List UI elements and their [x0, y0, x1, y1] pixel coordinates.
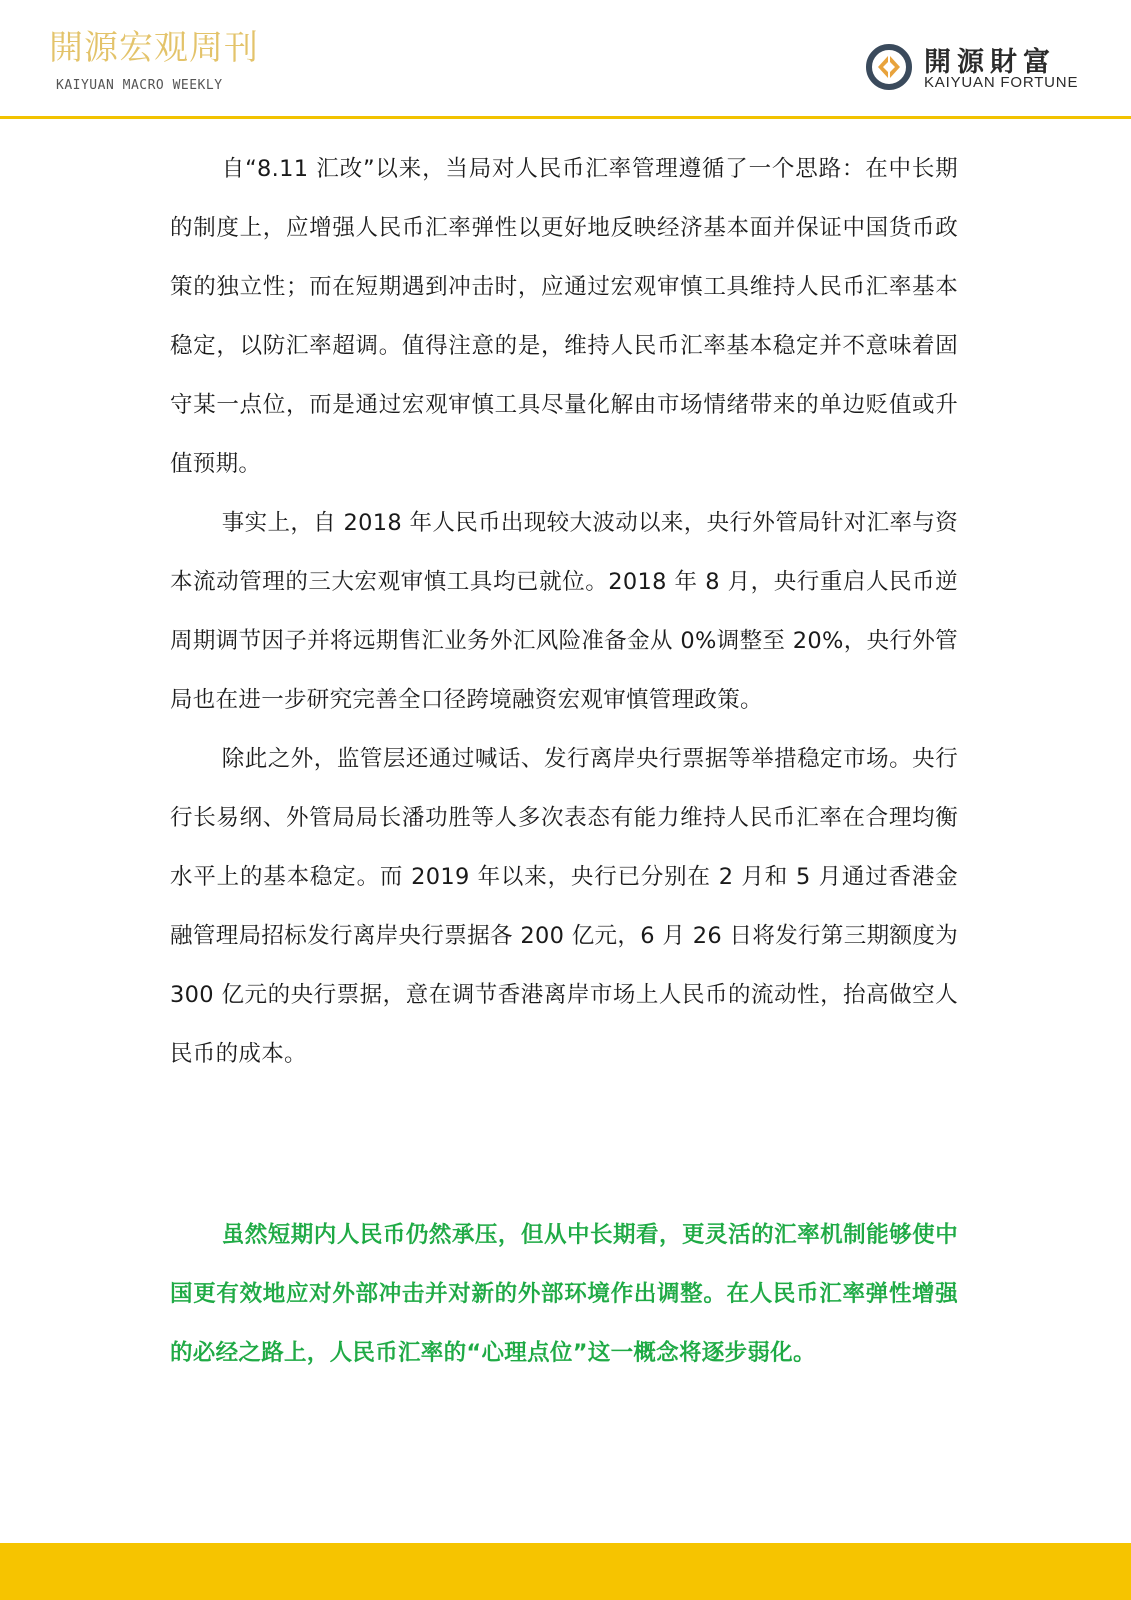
highlight-conclusion: 虽然短期内人民币仍然承压，但从中长期看，更灵活的汇率机制能够使中国更有效地应对外部冲击并对新的外部环境作出调整。在人民币汇率弹性增强的必经之路上，人民币汇率的“心理点位”这一概念将逐步弱化。 — [170, 1222, 958, 1366]
paragraph-1: 自“8.11 汇改”以来，当局对人民币汇率管理遵循了一个思路：在中长期的制度上，应增强人民币汇率弹性以更好地反映经济基本面并保证中国货币政策的独立性；而在短期遇到冲击时，应通过宏观审慎工具维持人民币汇率基本稳定，以防汇率超调。值得注意的是，维持人民币汇率基本稳定并不意味着固守某一点位，而是通过宏观审慎工具尽量化解由市场情绪带来的单边贬值或升值预期。 — [170, 156, 958, 477]
logo-english-name: KAIYUAN FORTUNE — [924, 74, 1079, 91]
footer-bar — [0, 1543, 1131, 1600]
publication-subtitle: KAIYUAN MACRO WEEKLY — [56, 78, 223, 93]
logo-mark-icon — [864, 42, 914, 92]
article-body — [170, 140, 958, 1084]
kaiyuan-logo — [864, 40, 1094, 98]
page-header — [0, 0, 1131, 118]
publication-title: 開源宏观周刊 — [49, 28, 259, 68]
header-divider — [0, 116, 1131, 119]
paragraph-3: 除此之外，监管层还通过喊话、发行离岸央行票据等举措稳定市场。央行行长易纲、外管局局长潘功胜等人多次表态有能力维持人民币汇率在合理均衡水平上的基本稳定。而 2019 年以来，央行已分别在 2 月和 5 月通过香港金融管理局招标发行离岸央行票据各 200 亿元，6 月 26 日将发行第三期额度为 300 亿元的央行票据，意在调节香港离岸市场上人民币的流动性，抬高做空人民币的成本。 — [170, 746, 958, 1067]
paragraph-2: 事实上，自 2018 年人民币出现较大波动以来，央行外管局针对汇率与资本流动管理的三大宏观审慎工具均已就位。2018 年 8 月，央行重启人民币逆周期调节因子并将远期售汇业务外汇风险准备金从 0%调整至 20%，央行外管局也在进一步研究完善全口径跨境融资宏观审慎管理政策。 — [170, 510, 958, 713]
logo-chinese-name: 開源財富 — [924, 47, 1056, 78]
